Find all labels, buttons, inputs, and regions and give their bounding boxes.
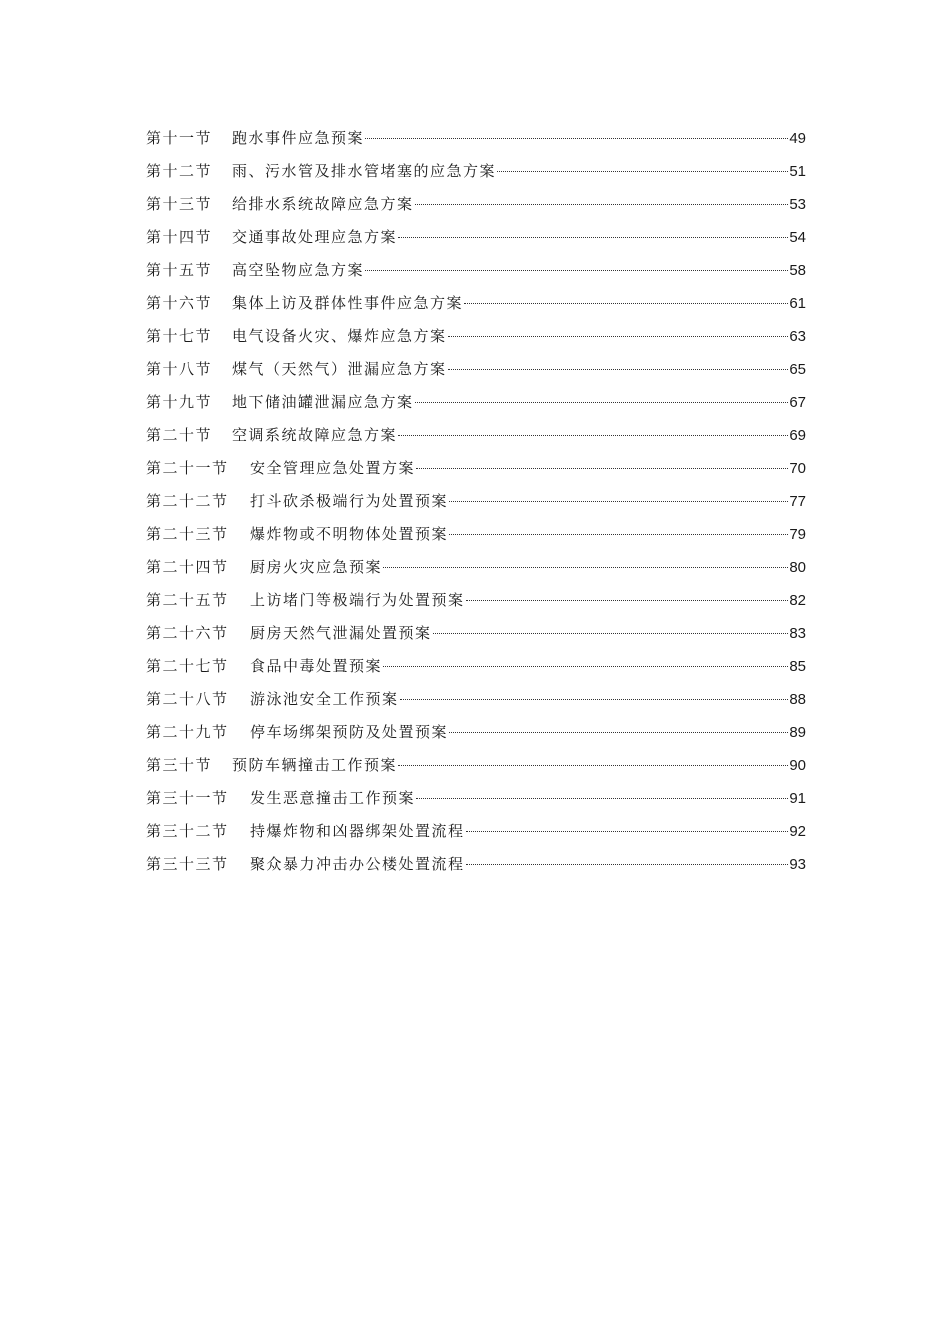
toc-page-number: 80 (789, 559, 806, 576)
toc-dot-leader (497, 171, 788, 172)
toc-entry[interactable] (146, 716, 806, 749)
toc-section-number: 第十三节 (146, 195, 213, 213)
toc-section-number: 第二十六节 (146, 624, 229, 642)
toc-entry[interactable] (146, 155, 806, 188)
toc-section-number: 第三十二节 (146, 822, 229, 840)
toc-page-number: 54 (789, 229, 806, 246)
toc-title: 持爆炸物和凶器绑架处置流程 (250, 822, 465, 840)
toc-entry[interactable] (146, 782, 806, 815)
toc-title: 高空坠物应急方案 (232, 261, 365, 279)
toc-dot-leader (398, 765, 788, 766)
toc-entry[interactable] (146, 386, 806, 419)
toc-page-number: 69 (789, 427, 806, 444)
toc-entry[interactable] (146, 287, 806, 320)
toc-page-number: 51 (789, 163, 806, 180)
toc-page-number: 93 (789, 856, 806, 873)
toc-entry[interactable] (146, 518, 806, 551)
toc-entry[interactable] (146, 584, 806, 617)
toc-section-number: 第三十一节 (146, 789, 229, 807)
toc-dot-leader (464, 303, 788, 304)
toc-dot-leader (466, 600, 789, 601)
toc-page-number: 91 (789, 790, 806, 807)
toc-entry[interactable] (146, 353, 806, 386)
toc-section-number: 第十一节 (146, 129, 213, 147)
toc-page-number: 85 (789, 658, 806, 675)
toc-dot-leader (416, 798, 788, 799)
toc-page-number: 53 (789, 196, 806, 213)
toc-page-number: 82 (789, 592, 806, 609)
toc-title: 交通事故处理应急方案 (232, 228, 398, 246)
toc-entry[interactable] (146, 617, 806, 650)
toc-title: 集体上访及群体性事件应急方案 (232, 294, 464, 312)
toc-dot-leader (400, 699, 789, 700)
toc-dot-leader (449, 534, 788, 535)
toc-entry[interactable] (146, 254, 806, 287)
toc-entry[interactable] (146, 749, 806, 782)
toc-dot-leader (398, 435, 788, 436)
toc-section-number: 第十二节 (146, 162, 213, 180)
toc-page-number: 88 (789, 691, 806, 708)
toc-entry[interactable] (146, 188, 806, 221)
toc-entry[interactable] (146, 650, 806, 683)
toc-title: 游泳池安全工作预案 (250, 690, 399, 708)
toc-section-number: 第二十三节 (146, 525, 229, 543)
toc-section-number: 第十九节 (146, 393, 213, 411)
toc-entry[interactable] (146, 122, 806, 155)
toc-entry[interactable] (146, 551, 806, 584)
toc-section-number: 第二十一节 (146, 459, 229, 477)
table-of-contents (146, 122, 806, 881)
toc-entry[interactable] (146, 419, 806, 452)
toc-entry[interactable] (146, 683, 806, 716)
toc-dot-leader (415, 402, 789, 403)
toc-entry[interactable] (146, 221, 806, 254)
toc-title: 停车场绑架预防及处置预案 (250, 723, 449, 741)
toc-title: 发生恶意撞击工作预案 (250, 789, 416, 807)
toc-title: 给排水系统故障应急方案 (232, 195, 414, 213)
toc-dot-leader (433, 633, 789, 634)
toc-section-number: 第十四节 (146, 228, 213, 246)
toc-entry[interactable] (146, 320, 806, 353)
toc-dot-leader (448, 369, 789, 370)
toc-title: 雨、污水管及排水管堵塞的应急方案 (232, 162, 497, 180)
toc-page-number: 63 (789, 328, 806, 345)
toc-title: 厨房火灾应急预案 (250, 558, 383, 576)
toc-dot-leader (415, 204, 789, 205)
toc-page-number: 70 (789, 460, 806, 477)
toc-section-number: 第十六节 (146, 294, 213, 312)
toc-section-number: 第二十七节 (146, 657, 229, 675)
toc-dot-leader (398, 237, 788, 238)
toc-page-number: 58 (789, 262, 806, 279)
toc-dot-leader (365, 138, 788, 139)
toc-section-number: 第三十三节 (146, 855, 229, 873)
toc-title: 跑水事件应急预案 (232, 129, 365, 147)
toc-dot-leader (449, 501, 788, 502)
toc-entry[interactable] (146, 815, 806, 848)
toc-dot-leader (448, 336, 789, 337)
toc-page-number: 90 (789, 757, 806, 774)
toc-dot-leader (466, 831, 789, 832)
toc-section-number: 第十八节 (146, 360, 213, 378)
toc-title: 厨房天然气泄漏处置预案 (250, 624, 432, 642)
toc-entry[interactable] (146, 452, 806, 485)
toc-page-number: 77 (789, 493, 806, 510)
toc-section-number: 第二十五节 (146, 591, 229, 609)
toc-section-number: 第三十节 (146, 756, 213, 774)
toc-page-number: 92 (789, 823, 806, 840)
toc-section-number: 第二十二节 (146, 492, 229, 510)
toc-title: 煤气（天然气）泄漏应急方案 (232, 360, 447, 378)
toc-dot-leader (416, 468, 788, 469)
toc-dot-leader (383, 666, 788, 667)
toc-page-number: 83 (789, 625, 806, 642)
toc-dot-leader (449, 732, 788, 733)
toc-title: 爆炸物或不明物体处置预案 (250, 525, 449, 543)
toc-title: 打斗砍杀极端行为处置预案 (250, 492, 449, 510)
toc-section-number: 第二十四节 (146, 558, 229, 576)
toc-title: 空调系统故障应急方案 (232, 426, 398, 444)
toc-dot-leader (383, 567, 788, 568)
toc-section-number: 第二十九节 (146, 723, 229, 741)
toc-dot-leader (466, 864, 789, 865)
toc-title: 上访堵门等极端行为处置预案 (250, 591, 465, 609)
toc-page-number: 61 (789, 295, 806, 312)
toc-page-number: 65 (789, 361, 806, 378)
toc-title: 电气设备火灾、爆炸应急方案 (232, 327, 447, 345)
toc-page-number: 49 (789, 130, 806, 147)
toc-title: 食品中毒处置预案 (250, 657, 383, 675)
toc-entry[interactable] (146, 848, 806, 881)
toc-page-number: 89 (789, 724, 806, 741)
toc-title: 地下储油罐泄漏应急方案 (232, 393, 414, 411)
toc-section-number: 第二十节 (146, 426, 213, 444)
toc-page-number: 79 (789, 526, 806, 543)
toc-dot-leader (365, 270, 788, 271)
toc-entry[interactable] (146, 485, 806, 518)
toc-page-number: 67 (789, 394, 806, 411)
toc-section-number: 第二十八节 (146, 690, 229, 708)
toc-title: 聚众暴力冲击办公楼处置流程 (250, 855, 465, 873)
toc-section-number: 第十五节 (146, 261, 213, 279)
toc-title: 预防车辆撞击工作预案 (232, 756, 398, 774)
toc-section-number: 第十七节 (146, 327, 213, 345)
toc-title: 安全管理应急处置方案 (250, 459, 416, 477)
